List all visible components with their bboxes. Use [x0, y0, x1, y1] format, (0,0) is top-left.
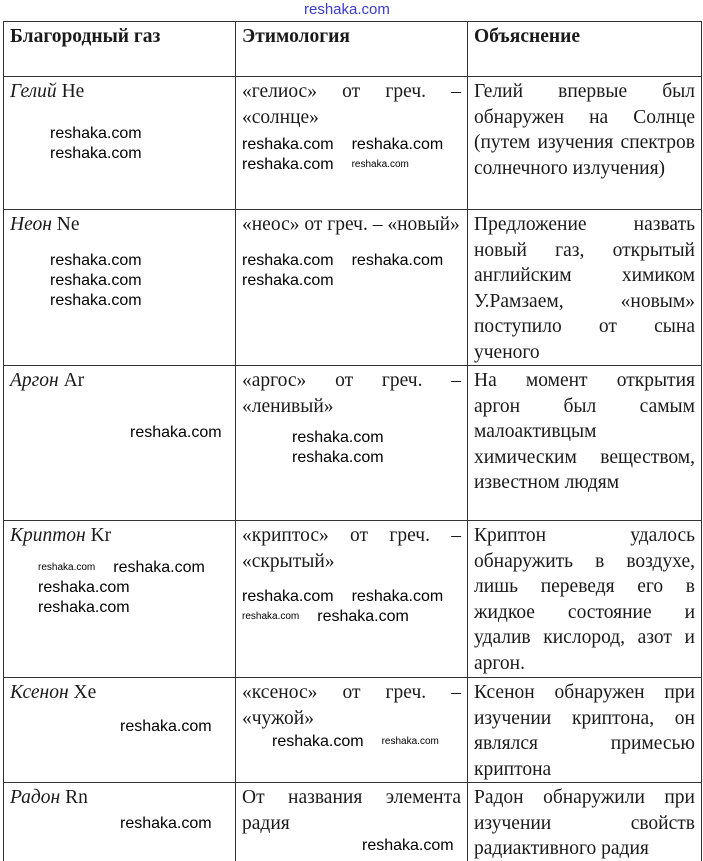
watermark: reshaka.com — [242, 588, 334, 605]
watermark: reshaka.com — [362, 837, 454, 854]
etymology-cell — [236, 678, 468, 783]
watermark-group — [242, 837, 461, 855]
watermark-group — [242, 733, 461, 751]
table-row — [4, 783, 702, 861]
etymology-text: От названия элемента радия — [242, 787, 461, 834]
gas-cell — [4, 521, 236, 678]
noble-gases-table — [3, 21, 702, 861]
watermark-group — [10, 252, 229, 310]
header-gas: Благородный газ — [4, 22, 236, 77]
watermark-group — [10, 125, 229, 163]
watermark: reshaka.com — [292, 449, 384, 466]
watermark-group — [242, 252, 461, 290]
watermark: reshaka.com — [38, 561, 96, 573]
watermark: reshaka.com — [130, 423, 222, 441]
gas-symbol: Rn — [65, 787, 88, 808]
gas-cell — [4, 783, 236, 861]
watermark: reshaka.com — [50, 271, 142, 289]
watermark-group — [242, 429, 461, 467]
gas-cell — [4, 678, 236, 783]
watermark-group — [10, 718, 229, 736]
gas-cell — [4, 77, 236, 210]
watermark: reshaka.com — [351, 136, 444, 153]
explanation-cell: На момент открытия аргон был самым малоактивцым химическим веществом, известном людям — [468, 366, 702, 521]
watermark: reshaka.com — [242, 136, 334, 153]
gas-symbol: Kr — [90, 525, 112, 546]
watermark: reshaka.com — [242, 156, 334, 173]
watermark: reshaka.com — [381, 736, 439, 747]
watermark: reshaka.com — [242, 271, 334, 289]
watermark-group — [10, 815, 229, 833]
gas-symbol: He — [61, 81, 85, 102]
watermark-group — [10, 559, 229, 617]
watermark: reshaka.com — [351, 159, 409, 170]
explanation-cell: Радон обнаружили при изучении свойств радиактивного радия — [468, 783, 702, 861]
gas-name: Неон — [10, 214, 52, 235]
header-explanation: Объяснение — [468, 22, 702, 77]
gas-symbol: Xe — [73, 682, 97, 703]
watermark: reshaka.com — [113, 558, 205, 576]
table-row — [4, 366, 702, 521]
etymology-cell — [236, 366, 468, 521]
watermark: reshaka.com — [317, 608, 409, 625]
watermark: reshaka.com — [351, 588, 444, 605]
etymology-text: «гелиос» от греч. – «солнце» — [242, 81, 461, 128]
watermark: reshaka.com — [50, 124, 142, 142]
header-row — [4, 22, 702, 77]
watermark-group — [242, 136, 461, 174]
watermark: reshaka.com — [120, 717, 212, 735]
header-etymology: Этимология — [236, 22, 468, 77]
gas-name: Криптон — [10, 525, 86, 546]
watermark: reshaka.com — [50, 144, 142, 162]
watermark: reshaka.com — [351, 251, 444, 269]
watermark-group — [10, 424, 229, 442]
watermark: reshaka.com — [242, 611, 300, 622]
explanation-cell: Предложение назвать новый газ, открытый английским химиком У.Рамзаем, «новым» поступило от сына ученого — [468, 210, 702, 366]
table-row — [4, 77, 702, 210]
watermark: reshaka.com — [242, 251, 334, 269]
watermark-header: reshaka.com — [304, 1, 390, 18]
gas-cell — [4, 210, 236, 366]
table-row — [4, 210, 702, 366]
watermark: reshaka.com — [120, 814, 212, 832]
watermark: reshaka.com — [50, 291, 142, 309]
explanation-cell: Гелий впервые был обнаружен на Солнце (путем изучения спектров солнечного излучения) — [468, 77, 702, 210]
watermark: reshaka.com — [38, 578, 130, 596]
gas-name: Аргон — [10, 370, 59, 391]
etymology-text: «криптос» от греч. – «скрытый» — [242, 525, 461, 572]
watermark: reshaka.com — [38, 598, 130, 616]
table-row — [4, 521, 702, 678]
etymology-cell — [236, 210, 468, 366]
watermark-group — [242, 588, 461, 626]
gas-name: Радон — [10, 787, 61, 808]
watermark: reshaka.com — [50, 251, 142, 269]
gas-symbol: Ar — [63, 370, 85, 391]
gas-name: Гелий — [10, 81, 57, 102]
etymology-cell — [236, 783, 468, 861]
gas-cell — [4, 366, 236, 521]
explanation-cell: Криптон удалось обнаружить в воздухе, лишь переведя его в жидкое состояние и удалив кислород, азот и аргон. — [468, 521, 702, 678]
table-row — [4, 678, 702, 783]
explanation-cell: Ксенон обнаружен при изучении криптона, он являлся примесью криптона — [468, 678, 702, 783]
etymology-text: «аргос» от греч. – «ленивый» — [242, 370, 461, 417]
gas-symbol: Ne — [56, 214, 80, 235]
etymology-text: «ксенос» от греч. – «чужой» — [242, 682, 461, 729]
etymology-text: «неос» от греч. – «новый» — [242, 214, 460, 235]
etymology-cell — [236, 77, 468, 210]
gas-name: Ксенон — [10, 682, 69, 703]
etymology-cell — [236, 521, 468, 678]
watermark: reshaka.com — [292, 429, 384, 446]
watermark: reshaka.com — [272, 733, 364, 750]
